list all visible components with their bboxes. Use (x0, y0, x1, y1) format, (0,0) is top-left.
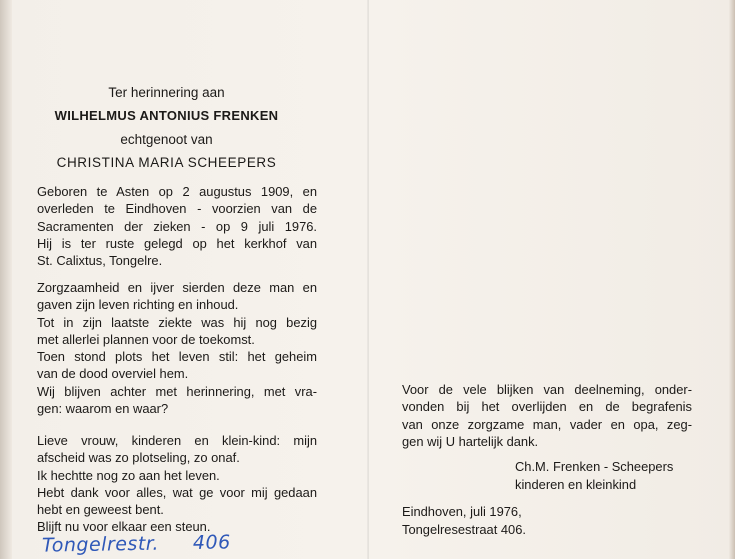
text-line: van onze zorgzame man, vader en opa, zeg- (402, 416, 692, 432)
text-line: vonden bij het overlijden en de begrafenis (402, 399, 692, 415)
text-line: gaven zijn leven richting en inhoud. (37, 297, 239, 313)
relation-text: echtgenoot van (120, 132, 213, 147)
card-fold (367, 0, 369, 559)
text-line: met allerlei plannen voor de toekomst. (37, 331, 255, 347)
text-line: Lieve vrouw, kinderen en klein-kind: mijn (37, 433, 317, 448)
text-line: Zorgzaamheid en ijver sierden deze man en (37, 280, 317, 295)
text-line: hebt en geweest bent. (37, 502, 164, 518)
signer-name: Ch.M. Frenken - Scheepers (515, 459, 674, 474)
place-date-block (402, 503, 526, 539)
farewell-paragraph (37, 432, 317, 536)
thanks-paragraph (402, 381, 692, 450)
text-line: Sacramenten der zieken - op 9 juli 1976. (37, 218, 317, 234)
text-line: Ik hechtte nog zo aan het leven. (37, 467, 220, 483)
text-line: Hij is ter ruste gelegd op het kerkhof van (37, 235, 317, 251)
biography-paragraph (37, 183, 317, 269)
place-date: Eindhoven, juli 1976, (402, 504, 522, 519)
handwritten-number: 406 (192, 531, 231, 555)
text-line: gen: waarom en waar? (37, 401, 169, 417)
intro-text: Ter herinnering aan (108, 85, 225, 100)
handwritten-address (42, 531, 231, 556)
text-line: Voor de vele blijken van deelneming, onder- (402, 382, 692, 397)
text-line: overleden te Eindhoven - voorzien van de (37, 201, 317, 217)
card-edge-right (729, 0, 735, 559)
text-line: Geboren te Asten op 2 augustus 1909, en (37, 184, 317, 199)
signature-block (515, 458, 673, 494)
spouse-name: CHRISTINA MARIA SCHEEPERS (56, 155, 277, 170)
text-line: afscheid was zo plotseling, zo onaf. (37, 450, 240, 466)
text-line: Toen stond plots het leven stil: het geheim (37, 349, 317, 365)
text-line: St. Calixtus, Tongelre. (37, 253, 163, 269)
deceased-name: WILHELMUS ANTONIUS FRENKEN (54, 108, 279, 123)
text-line: Tot in zijn laatste ziekte was hij nog bezig (37, 314, 317, 330)
signer-family: kinderen en kleinkind (515, 477, 637, 492)
handwritten-street: Tongelrestr. (41, 532, 160, 557)
text-line: gen wij U hartelijk dank. (402, 433, 539, 449)
text-line: Wij blijven achter met herinnering, met vra- (37, 383, 317, 399)
text-line: van de dood overviel hem. (37, 366, 189, 382)
address: Tongelresestraat 406. (402, 522, 526, 537)
text-line: Blijft nu voor elkaar een steun. (37, 519, 211, 535)
tribute-paragraph (37, 279, 317, 417)
text-line: Hebt dank voor alles, wat ge voor mij gedaan (37, 484, 317, 500)
